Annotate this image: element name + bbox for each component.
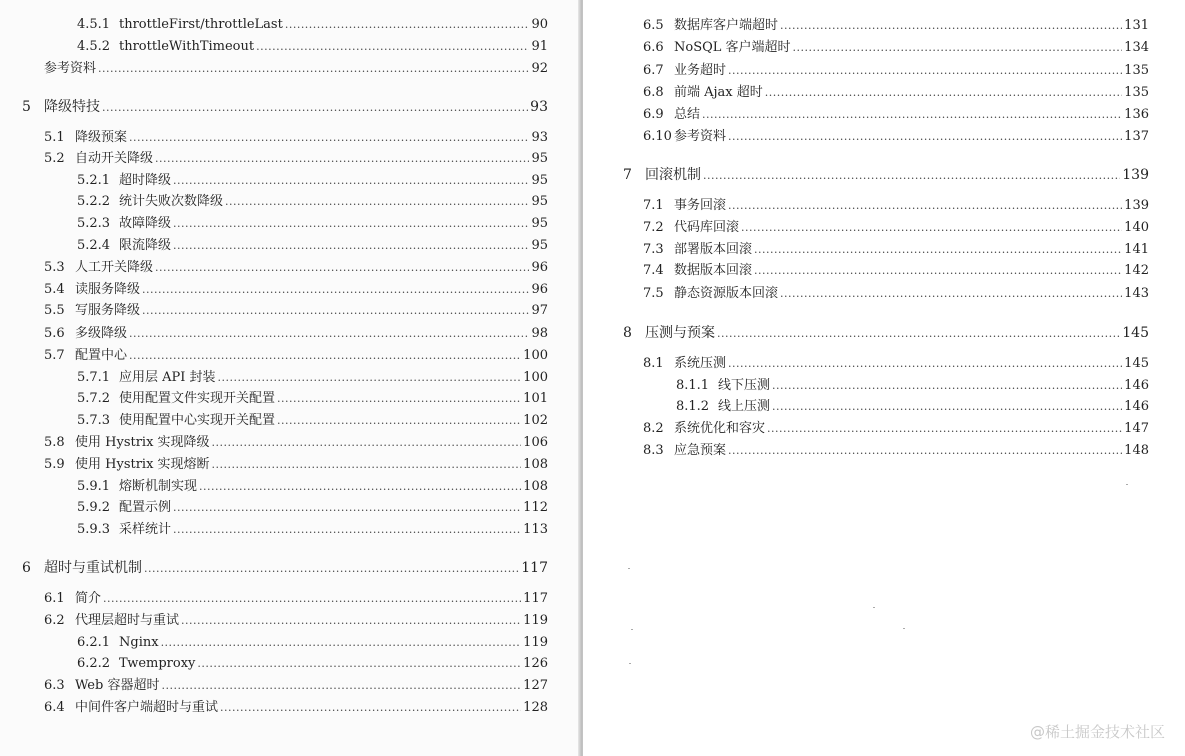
- dot-leader: [285, 17, 530, 33]
- toc-entry-page-number: 139: [1122, 167, 1149, 183]
- left-page: [0, 0, 580, 756]
- dot-leader: [218, 370, 522, 386]
- toc-entry-page-number: 95: [531, 151, 548, 166]
- toc-entry-page-number: 145: [1122, 325, 1149, 341]
- toc-entry: [77, 500, 548, 516]
- toc-entry: [77, 173, 548, 189]
- toc-entry-title: NoSQL 客户端超时: [674, 40, 791, 55]
- toc-entry-title: Nginx: [119, 635, 159, 650]
- dot-leader: [717, 326, 1120, 342]
- toc-entry-title: 压测与预案: [645, 325, 715, 341]
- dot-leader: [225, 194, 529, 210]
- toc-entry-number: 8.2: [643, 421, 664, 436]
- toc-entry-page-number: 112: [523, 500, 548, 515]
- dot-leader: [142, 282, 529, 298]
- toc-entry-page-number: 113: [523, 522, 548, 537]
- dot-leader: [212, 435, 522, 451]
- dot-leader: [129, 130, 529, 146]
- toc-entry-page-number: 146: [1124, 378, 1149, 393]
- toc-entry-page-number: 142: [1124, 263, 1149, 278]
- dot-leader: [144, 561, 519, 577]
- toc-entry-title: Web 容器超时: [75, 678, 160, 693]
- dot-leader: [728, 129, 1122, 145]
- toc-entry-title: 使用 Hystrix 实现熔断: [75, 457, 210, 472]
- dot-leader: [754, 242, 1122, 258]
- toc-entry-title: 写服务降级: [75, 303, 141, 318]
- dot-leader: [728, 63, 1122, 79]
- toc-entry-title: 使用配置文件实现开关配置: [119, 391, 276, 406]
- toc-entry-page-number: 134: [1124, 40, 1149, 55]
- toc-entry-number: 7.4: [643, 263, 664, 278]
- scan-speck: [873, 607, 875, 608]
- dot-leader: [197, 656, 521, 672]
- toc-entry-title: 总结: [674, 107, 701, 122]
- dot-leader: [780, 286, 1122, 302]
- toc-entry-number: 5.7.2: [77, 391, 111, 406]
- toc-entry-page-number: 101: [523, 391, 548, 406]
- toc-entry-number: 5.9.3: [77, 522, 111, 537]
- toc-entry-number: 5.9.2: [77, 500, 111, 515]
- toc-entry-title: 应用层 API 封装: [119, 370, 216, 385]
- toc-entry-page-number: 93: [530, 99, 548, 115]
- dot-leader: [256, 39, 529, 55]
- toc-entry-title: Twemproxy: [119, 656, 196, 671]
- toc-entry: [44, 151, 548, 167]
- toc-entry-number: 5.9: [44, 457, 65, 472]
- toc-entry-number: 5.2.4: [77, 238, 111, 253]
- toc-entry-number: 6.5: [643, 18, 664, 33]
- dot-leader: [161, 635, 522, 651]
- toc-entry-number: 5.1: [44, 130, 65, 145]
- toc-entry-number: 5: [22, 99, 31, 115]
- toc-entry-page-number: 143: [1124, 286, 1149, 301]
- toc-chapter-entry: [623, 325, 1149, 342]
- dot-leader: [702, 107, 1122, 123]
- toc-entry-page-number: 135: [1124, 63, 1149, 78]
- toc-chapter-entry: [22, 560, 548, 577]
- toc-entry-page-number: 141: [1124, 242, 1149, 257]
- toc-entry: [77, 39, 548, 55]
- dot-leader: [780, 18, 1122, 34]
- toc-entry-title: throttleWithTimeout: [119, 39, 255, 54]
- toc-entry-page-number: 96: [531, 260, 548, 275]
- toc-entry-number: 8: [623, 325, 632, 341]
- toc-entry-number: 5.5: [44, 303, 65, 318]
- toc-entry-number: 7.5: [643, 286, 664, 301]
- toc-entry-number: 7.3: [643, 242, 664, 257]
- toc-entry-page-number: 139: [1124, 198, 1149, 213]
- toc-entry-number: 4.5.2: [77, 39, 111, 54]
- scan-speck: [903, 628, 905, 629]
- toc-entry-page-number: 108: [523, 457, 548, 472]
- dot-leader: [161, 678, 521, 694]
- toc-entry-number: 5.2.3: [77, 216, 111, 231]
- toc-entry-page-number: 106: [523, 435, 548, 450]
- toc-entry-number: 6.7: [643, 63, 664, 78]
- toc-entry-page-number: 148: [1124, 443, 1149, 458]
- dot-leader: [728, 443, 1122, 459]
- toc-entry-title: 使用 Hystrix 实现降级: [75, 435, 210, 450]
- dot-leader: [98, 61, 529, 77]
- dot-leader: [728, 356, 1122, 372]
- dot-leader: [103, 591, 521, 607]
- toc-entry: [77, 522, 548, 538]
- toc-entry: [643, 85, 1149, 101]
- dot-leader: [741, 220, 1122, 236]
- toc-entry: [643, 286, 1149, 302]
- toc-entry: [77, 635, 548, 651]
- toc-entry-number: 5.8: [44, 435, 65, 450]
- toc-entry-page-number: 90: [531, 17, 548, 32]
- toc-entry: [44, 700, 548, 716]
- toc-entry-number: 7: [623, 167, 632, 183]
- toc-entry-page-number: 95: [531, 173, 548, 188]
- toc-entry-number: 6.2: [44, 613, 65, 628]
- dot-leader: [173, 216, 529, 232]
- toc-entry: [44, 61, 548, 77]
- toc-entry-number: 6.9: [643, 107, 664, 122]
- toc-entry-number: 7.2: [643, 220, 664, 235]
- toc-entry-title: 采样统计: [119, 522, 172, 537]
- toc-entry: [77, 391, 548, 407]
- dot-leader: [765, 85, 1122, 101]
- toc-entry-title: 限流降级: [119, 238, 172, 253]
- toc-entry-page-number: 140: [1124, 220, 1149, 235]
- toc-entry: [44, 303, 548, 319]
- toc-entry: [44, 613, 548, 629]
- toc-entry-page-number: 147: [1124, 421, 1149, 436]
- toc-entry-page-number: 95: [531, 194, 548, 209]
- toc-entry-number: 6.2.1: [77, 635, 111, 650]
- dot-leader: [793, 40, 1123, 56]
- toc-entry-page-number: 128: [523, 700, 548, 715]
- toc-entry-title: 回滚机制: [645, 167, 701, 183]
- toc-entry: [77, 216, 548, 232]
- toc-entry-number: 6: [22, 560, 31, 576]
- toc-entry-number: 5.2: [44, 151, 65, 166]
- toc-entry-page-number: 95: [531, 238, 548, 253]
- toc-entry-title: 部署版本回滚: [674, 242, 753, 257]
- scan-speck: [1126, 484, 1128, 485]
- dot-leader: [173, 500, 521, 516]
- toc-entry-number: 6.8: [643, 85, 664, 100]
- toc-entry: [643, 220, 1149, 236]
- dot-leader: [220, 700, 521, 716]
- toc-entry-number: 6.1: [44, 591, 65, 606]
- toc-entry: [77, 413, 548, 429]
- toc-entry-number: 7.1: [643, 198, 664, 213]
- toc-entry: [44, 435, 548, 451]
- toc-entry-page-number: 136: [1124, 107, 1149, 122]
- toc-entry-page-number: 95: [531, 216, 548, 231]
- toc-entry-page-number: 117: [523, 591, 548, 606]
- dot-leader: [129, 348, 521, 364]
- dot-leader: [129, 326, 529, 342]
- toc-entry-page-number: 96: [531, 282, 548, 297]
- toc-entry-title: 线上压测: [718, 399, 771, 414]
- toc-entry-title: 配置示例: [119, 500, 172, 515]
- toc-entry-number: 5.2.2: [77, 194, 111, 209]
- toc-entry-title: 降级预案: [75, 130, 128, 145]
- toc-entry: [676, 399, 1149, 415]
- right-page: [583, 0, 1185, 756]
- toc-entry-number: 8.3: [643, 443, 664, 458]
- toc-entry-title: 静态资源版本回滚: [674, 286, 779, 301]
- toc-entry-page-number: 98: [531, 326, 548, 341]
- dot-leader: [754, 263, 1122, 279]
- dot-leader: [772, 399, 1122, 415]
- scan-speck: [631, 629, 633, 630]
- toc-entry-number: 5.7.1: [77, 370, 111, 385]
- toc-chapter-entry: [623, 167, 1149, 184]
- toc-entry: [44, 591, 548, 607]
- toc-entry-page-number: 100: [523, 348, 548, 363]
- toc-entry: [44, 260, 548, 276]
- toc-entry-number: 5.9.1: [77, 479, 111, 494]
- toc-entry-title: 熔断机制实现: [119, 479, 198, 494]
- scan-speck: [629, 663, 631, 664]
- toc-entry-page-number: 135: [1124, 85, 1149, 100]
- toc-entry-title: 数据版本回滚: [674, 263, 753, 278]
- toc-entry-title: 故障降级: [119, 216, 172, 231]
- toc-entry: [44, 678, 548, 694]
- dot-leader: [173, 238, 529, 254]
- toc-entry: [643, 443, 1149, 459]
- dot-leader: [212, 457, 522, 473]
- toc-entry-title: 读服务降级: [75, 282, 141, 297]
- dot-leader: [199, 479, 521, 495]
- dot-leader: [173, 522, 521, 538]
- watermark: @稀土掘金技术社区: [1029, 723, 1165, 741]
- toc-entry-page-number: 127: [523, 678, 548, 693]
- toc-entry-page-number: 97: [531, 303, 548, 318]
- toc-entry-page-number: 119: [523, 613, 548, 628]
- toc-entry: [77, 656, 548, 672]
- toc-entry-title: throttleFirst/throttleLast: [119, 17, 283, 32]
- toc-entry-page-number: 93: [531, 130, 548, 145]
- toc-entry-title: 事务回滚: [674, 198, 727, 213]
- dot-leader: [277, 391, 521, 407]
- toc-entry-title: 参考资料: [44, 61, 97, 76]
- dot-leader: [155, 260, 529, 276]
- toc-entry-page-number: 145: [1124, 356, 1149, 371]
- toc-entry-page-number: 100: [523, 370, 548, 385]
- toc-entry-number: 5.7.3: [77, 413, 111, 428]
- toc-entry: [643, 63, 1149, 79]
- toc-entry-title: 降级特技: [44, 99, 100, 115]
- toc-entry-number: 8.1.1: [676, 378, 710, 393]
- dot-leader: [703, 168, 1120, 184]
- toc-entry-title: 业务超时: [674, 63, 727, 78]
- dot-leader: [728, 198, 1122, 214]
- toc-entry-page-number: 117: [521, 560, 548, 576]
- toc-entry-title: 前端 Ajax 超时: [674, 85, 763, 100]
- toc-chapter-entry: [22, 99, 548, 116]
- toc-entry-number: 6.10: [643, 129, 672, 144]
- toc-entry-title: 简介: [75, 591, 102, 606]
- toc-entry: [44, 457, 548, 473]
- toc-entry-page-number: 102: [523, 413, 548, 428]
- dot-leader: [767, 421, 1122, 437]
- toc-entry-title: 使用配置中心实现开关配置: [119, 413, 276, 428]
- toc-entry-title: 代理层超时与重试: [75, 613, 180, 628]
- toc-entry-title: 配置中心: [75, 348, 128, 363]
- toc-entry-number: 6.4: [44, 700, 65, 715]
- toc-entry-page-number: 126: [523, 656, 548, 671]
- toc-entry-title: 应急预案: [674, 443, 727, 458]
- toc-entry-title: 多级降级: [75, 326, 128, 341]
- toc-entry: [643, 129, 1149, 145]
- toc-entry-page-number: 92: [531, 61, 548, 76]
- toc-entry-title: 统计失败次数降级: [119, 194, 224, 209]
- toc-entry: [44, 130, 548, 146]
- toc-entry: [77, 17, 548, 33]
- toc-entry: [77, 479, 548, 495]
- toc-entry-number: 6.3: [44, 678, 65, 693]
- toc-entry-page-number: 146: [1124, 399, 1149, 414]
- toc-entry-number: 5.7: [44, 348, 65, 363]
- toc-entry-title: 数据库客户端超时: [674, 18, 779, 33]
- toc-entry: [643, 421, 1149, 437]
- toc-entry: [643, 107, 1149, 123]
- toc-entry: [643, 263, 1149, 279]
- scan-speck: [628, 568, 630, 569]
- toc-entry-number: 5.6: [44, 326, 65, 341]
- toc-entry-number: 6.2.2: [77, 656, 111, 671]
- dot-leader: [181, 613, 521, 629]
- toc-entry: [77, 370, 548, 386]
- toc-entry-number: 8.1: [643, 356, 664, 371]
- toc-entry-title: 自动开关降级: [75, 151, 154, 166]
- toc-entry-page-number: 137: [1124, 129, 1149, 144]
- toc-entry: [77, 194, 548, 210]
- toc-entry-number: 5.4: [44, 282, 65, 297]
- toc-entry: [643, 198, 1149, 214]
- dot-leader: [155, 151, 529, 167]
- dot-leader: [102, 100, 528, 116]
- toc-entry-title: 参考资料: [674, 129, 727, 144]
- toc-entry: [44, 282, 548, 298]
- toc-entry: [44, 348, 548, 364]
- toc-entry-title: 中间件客户端超时与重试: [75, 700, 219, 715]
- toc-entry-title: 超时与重试机制: [44, 560, 142, 576]
- toc-entry: [44, 326, 548, 342]
- toc-entry-number: 8.1.2: [676, 399, 710, 414]
- toc-entry-page-number: 119: [523, 635, 548, 650]
- toc-entry-page-number: 91: [531, 39, 548, 54]
- toc-entry-title: 人工开关降级: [75, 260, 154, 275]
- dot-leader: [277, 413, 521, 429]
- toc-entry: [643, 18, 1149, 34]
- toc-entry-title: 超时降级: [119, 173, 172, 188]
- toc-entry-page-number: 108: [523, 479, 548, 494]
- toc-entry: [643, 356, 1149, 372]
- toc-entry-title: 线下压测: [718, 378, 771, 393]
- toc-entry-title: 系统优化和容灾: [674, 421, 766, 436]
- toc-entry: [643, 40, 1149, 56]
- dot-leader: [142, 303, 529, 319]
- toc-entry-title: 代码库回滚: [674, 220, 740, 235]
- toc-entry: [77, 238, 548, 254]
- toc-entry-number: 6.6: [643, 40, 664, 55]
- toc-entry-number: 5.2.1: [77, 173, 111, 188]
- toc-entry: [676, 378, 1149, 394]
- toc-entry-title: 系统压测: [674, 356, 727, 371]
- dot-leader: [173, 173, 529, 189]
- toc-entry-number: 4.5.1: [77, 17, 111, 32]
- toc-entry: [643, 242, 1149, 258]
- dot-leader: [772, 378, 1122, 394]
- toc-entry-page-number: 131: [1124, 18, 1149, 33]
- toc-entry-number: 5.3: [44, 260, 65, 275]
